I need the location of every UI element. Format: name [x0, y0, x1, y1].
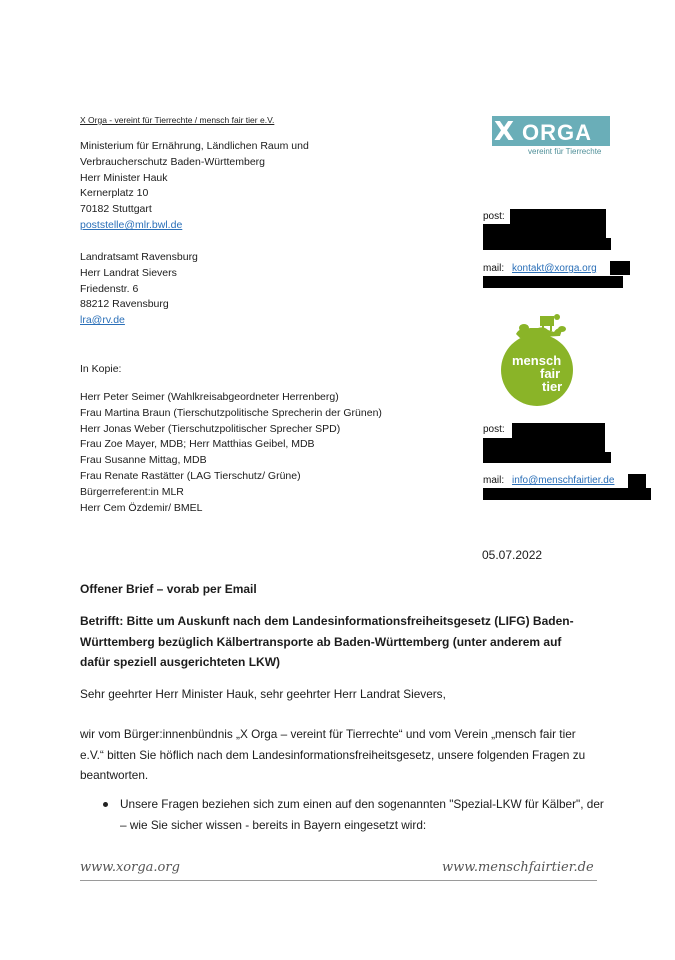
copy-recipient: Herr Jonas Weber (Tierschutzpolitischer Sprecher SPD) — [80, 422, 341, 435]
address-line: Verbraucherschutz Baden-Württemberg — [80, 155, 266, 168]
redacted-block — [483, 276, 623, 288]
letter-greeting: Sehr geehrter Herr Minister Hauk, sehr geehrter Herr Landrat Sievers, — [80, 687, 446, 701]
mft-email-link[interactable]: info@menschfairtier.de — [512, 475, 615, 486]
address-line: Kernerplatz 10 — [80, 187, 149, 200]
address-line: Herr Minister Hauk — [80, 171, 168, 184]
copy-heading: In Kopie: — [80, 363, 122, 375]
mft-mail-label: mail: — [483, 475, 505, 486]
redacted-block — [510, 209, 606, 224]
copy-recipient: Herr Peter Seimer (Wahlkreisabgeordneter Herrenberg) — [80, 391, 339, 403]
address-line: Friedenstr. 6 — [80, 282, 139, 295]
redacted-block — [610, 261, 630, 275]
recipient-landratsamt — [80, 250, 198, 329]
address-line: Landratsamt Ravensburg — [80, 251, 198, 263]
redacted-block — [628, 474, 646, 488]
address-line: 88212 Ravensburg — [80, 298, 169, 311]
orga-logo-word: ORGA — [522, 120, 592, 145]
copy-recipient: Frau Renate Rastätter (LAG Tierschutz/ Grüne) — [80, 469, 301, 482]
bullet-item: Unsere Fragen beziehen sich zum einen auf den sogenannten "Spezial-LKW für Kälber", der – wie Sie sicher wissen - bereits in Bayern eingesetzt wird: — [120, 797, 604, 832]
redacted-block — [483, 452, 611, 463]
redacted-block — [512, 423, 605, 438]
redacted-block — [483, 224, 606, 238]
copy-recipient: Bürgerreferent:in MLR — [80, 485, 184, 498]
mft-logo-word-3: tier — [542, 379, 563, 394]
copy-recipient: Frau Susanne Mittag, MDB — [80, 454, 207, 467]
mft-logo-word-1: mensch — [512, 353, 562, 368]
letter-title: Offener Brief – vorab per Email — [80, 582, 257, 596]
letter-body: wir vom Bürger:innenbündnis „X Orga – vereint für Tierrechte“ und vom Verein „mensch fair tier e.V.“ bitten Sie höflich nach dem Landesinformationsfreiheitsgesetz, unsere folgenden Fragen zu beantworten. — [80, 727, 586, 782]
copy-list — [80, 390, 382, 516]
footer-divider — [80, 880, 597, 881]
sender-line: X Orga - vereint für Tierrechte / mensch fair tier e.V. — [80, 115, 275, 125]
orga-mail-label: mail: — [483, 263, 505, 274]
mft-logo-word-2: fair — [540, 366, 561, 381]
footer-website-orga[interactable]: www.xorga.org — [80, 860, 180, 875]
redacted-block — [483, 438, 605, 452]
orga-post-label: post: — [483, 211, 505, 222]
address-line: Herr Landrat Sievers — [80, 266, 177, 279]
copy-recipient: Herr Cem Özdemir/ BMEL — [80, 501, 203, 514]
landratsamt-email-link[interactable]: lra@rv.de — [80, 314, 125, 327]
redacted-block — [483, 488, 651, 500]
orga-logo-tagline: vereint für Tierrechte — [528, 147, 602, 156]
recipient-ministry — [80, 139, 309, 234]
copy-recipient: Frau Zoe Mayer, MDB; Herr Matthias Geibel, MDB — [80, 438, 315, 451]
footer-website-mft[interactable]: www.menschfairtier.de — [442, 860, 594, 875]
mensch-fair-tier-logo — [496, 308, 578, 408]
orga-logo — [492, 116, 610, 156]
orga-logo-box — [492, 116, 610, 146]
bullet-dot — [103, 802, 108, 807]
address-line: Ministerium für Ernährung, Ländlichen Raum und — [80, 140, 309, 152]
mft-post-label: post: — [483, 424, 505, 435]
copy-recipient: Frau Martina Braun (Tierschutzpolitische Sprecherin der Grünen) — [80, 406, 382, 419]
address-line: 70182 Stuttgart — [80, 203, 152, 216]
letter-subject: Betrifft: Bitte um Auskunft nach dem Landesinformationsfreiheitsgesetz (LIFG) Baden-Württemberg bezüglich Kälbertransporte ab Baden-Württemberg (unter anderem auf dafür speziell ausgerichteten LKW) — [80, 614, 574, 669]
redacted-block — [483, 238, 611, 250]
orga-logo-x: X — [494, 117, 515, 147]
ministry-email-link[interactable]: poststelle@mlr.bwl.de — [80, 218, 183, 231]
orga-email-link[interactable]: kontakt@xorga.org — [512, 263, 597, 274]
letter-date: 05.07.2022 — [482, 548, 543, 562]
